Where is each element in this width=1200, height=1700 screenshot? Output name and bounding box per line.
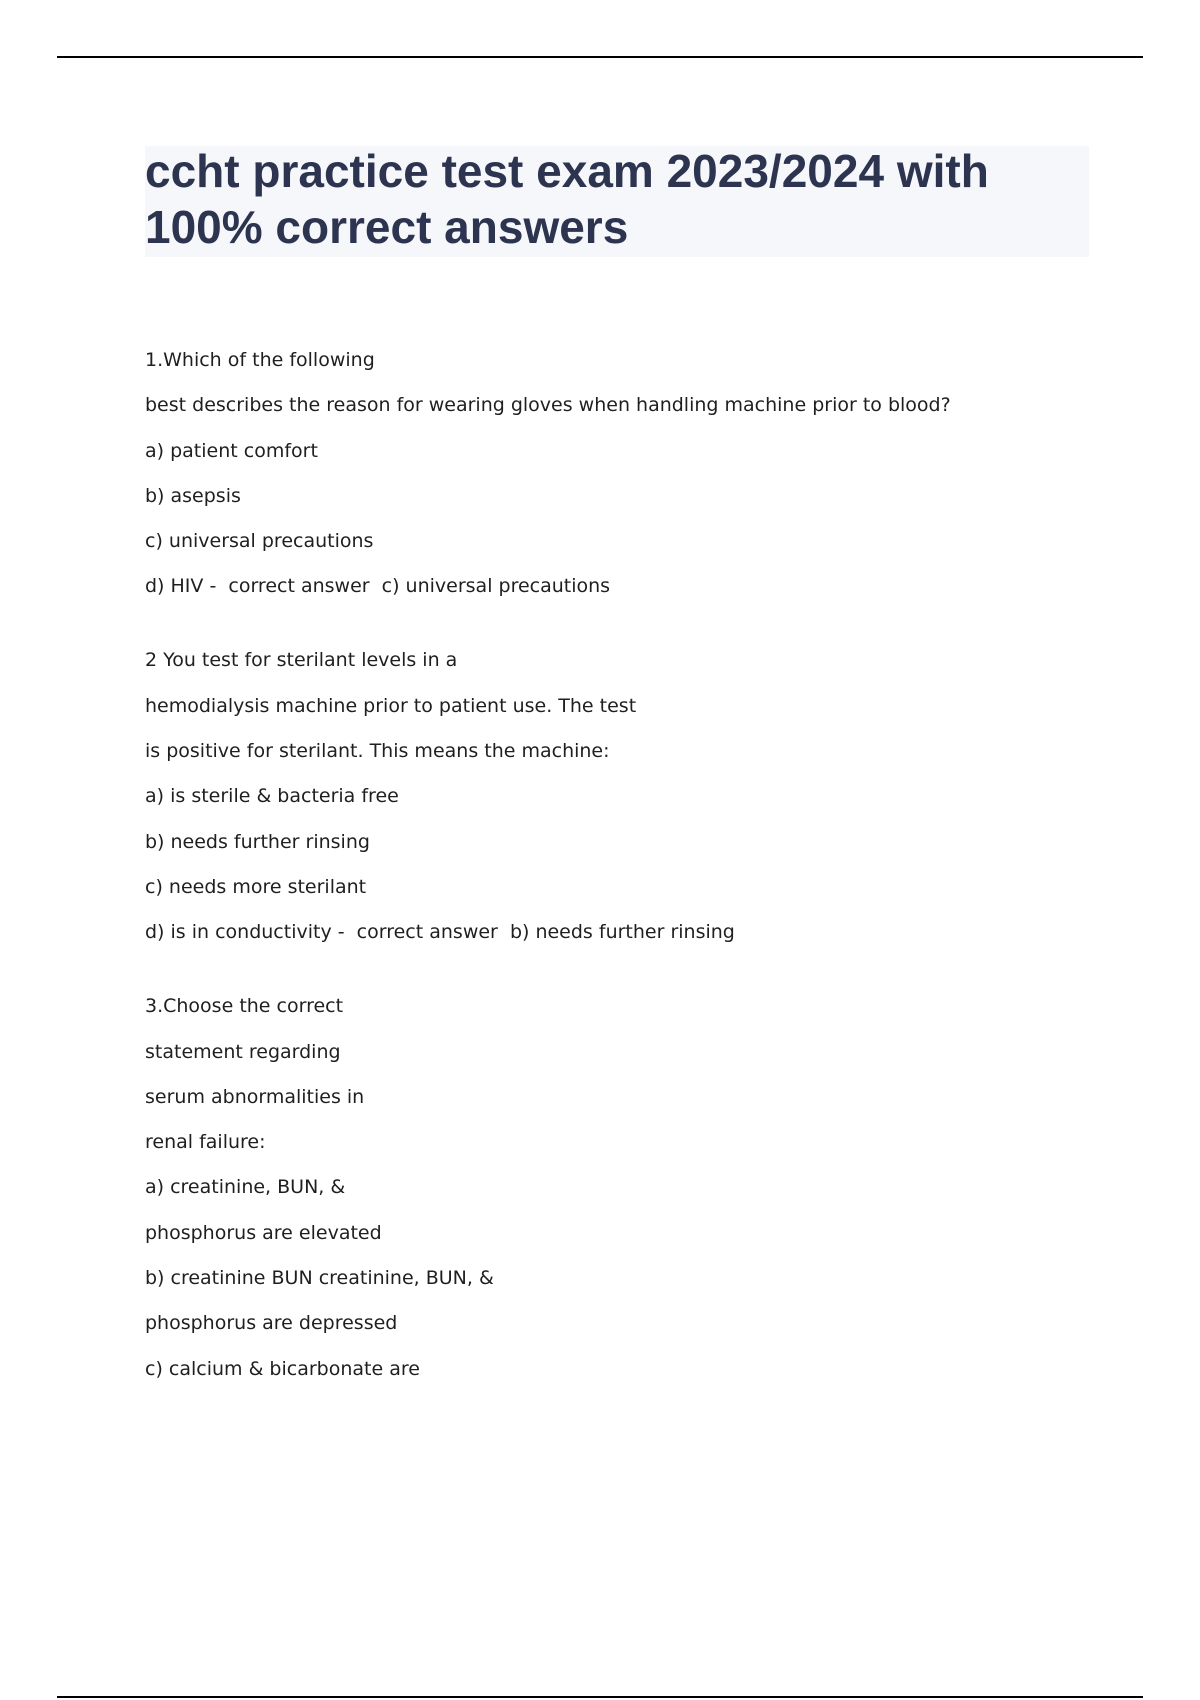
question-block-3 [145, 991, 1105, 1383]
header-rule [57, 56, 1143, 58]
question-1-option-a: a) patient comfort [145, 439, 318, 462]
document-body [145, 345, 1105, 1428]
question-2-option-c: c) needs more sterilant [145, 875, 367, 898]
question-2-line-3: is positive for sterilant. This means the machine: [145, 740, 610, 763]
question-3-line-2: statement regarding [145, 1040, 341, 1063]
footer-rule [57, 1696, 1143, 1698]
question-1-line-1: 1.Which of the following [145, 349, 375, 371]
question-1-line-2: best describes the reason for wearing gloves when handling machine prior to blood? [145, 394, 951, 417]
question-block-2 [145, 645, 1105, 947]
question-1-option-c: c) universal precautions [145, 530, 374, 553]
question-3-line-1: 3.Choose the correct [145, 995, 344, 1018]
question-3-option-c-line-1: c) calcium & bicarbonate are [145, 1357, 420, 1380]
question-3-option-b-line-1: b) creatinine BUN creatinine, BUN, & [145, 1267, 494, 1290]
question-2-option-a: a) is sterile & bacteria free [145, 785, 399, 808]
question-block-1 [145, 345, 1105, 601]
document-title: ccht practice test exam 2023/2024 with 100% correct answers [145, 145, 989, 253]
question-2-line-2: hemodialysis machine prior to patient use. The test [145, 694, 637, 717]
question-3-option-a-line-2: phosphorus are elevated [145, 1221, 382, 1244]
question-3-option-b-line-2: phosphorus are depressed [145, 1312, 398, 1335]
question-2-option-d-answer: d) is in conductivity - correct answer b) needs further rinsing [145, 921, 735, 944]
question-2-option-b: b) needs further rinsing [145, 830, 370, 853]
question-1-option-b: b) asepsis [145, 484, 241, 507]
question-3-option-a-line-1: a) creatinine, BUN, & [145, 1176, 346, 1199]
question-3-line-3: serum abnormalities in [145, 1085, 365, 1108]
question-2-line-1: 2 You test for sterilant levels in a [145, 649, 458, 672]
question-3-line-4: renal failure: [145, 1131, 266, 1154]
question-1-option-d-answer: d) HIV - correct answer c) universal precautions [145, 575, 611, 598]
